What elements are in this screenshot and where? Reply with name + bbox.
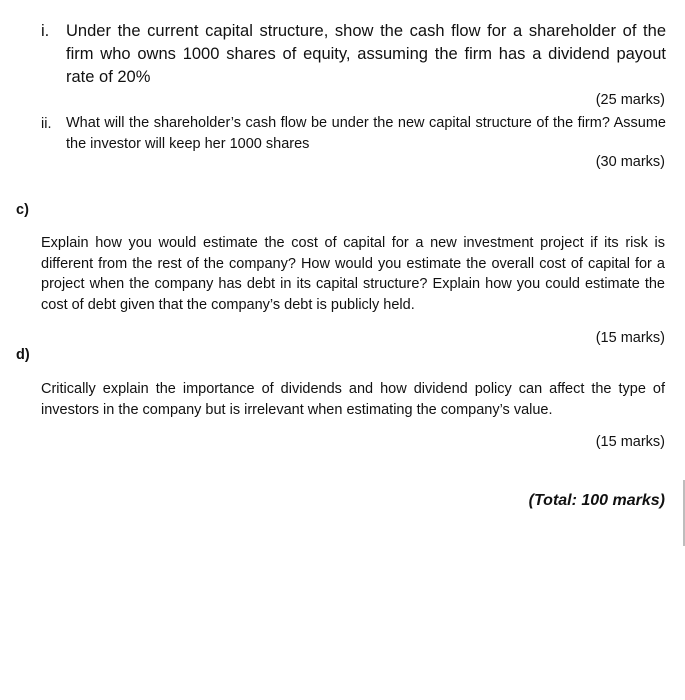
item-i-numeral: i. bbox=[41, 22, 50, 40]
item-ii-marks: (30 marks) bbox=[595, 154, 665, 170]
part-c-label: c) bbox=[16, 202, 29, 218]
item-i-marks: (25 marks) bbox=[595, 92, 665, 108]
part-d-text: Critically explain the importance of dividends and how dividend policy can affect the type of investors in the company but is irrelevant when estimating the company’s value. bbox=[41, 381, 665, 418]
part-d-marks: (15 marks) bbox=[595, 434, 665, 450]
part-d-label: d) bbox=[16, 347, 30, 363]
part-c-marks: (15 marks) bbox=[595, 330, 665, 346]
item-i-text: Under the current capital structure, show the cash flow for a shareholder of the firm who owns 1000 shares of equity, assuming the firm has a dividend payout rate of 20% bbox=[66, 22, 666, 86]
part-c-text: Explain how you would estimate the cost of capital for a new investment project if its risk is different from the rest of the company? How would you estimate the overall cost of capital for a project when the company has debt in its capital structure? Explain how you could estimate the cost of debt given that the company’s debt is publicly held. bbox=[41, 235, 665, 313]
item-ii-text: What will the shareholder’s cash flow be under the new capital structure of the firm? Assume the investor will keep her 1000 shares bbox=[66, 115, 666, 152]
total-marks: (Total: 100 marks) bbox=[528, 492, 665, 509]
item-ii-numeral: ii. bbox=[41, 116, 52, 132]
